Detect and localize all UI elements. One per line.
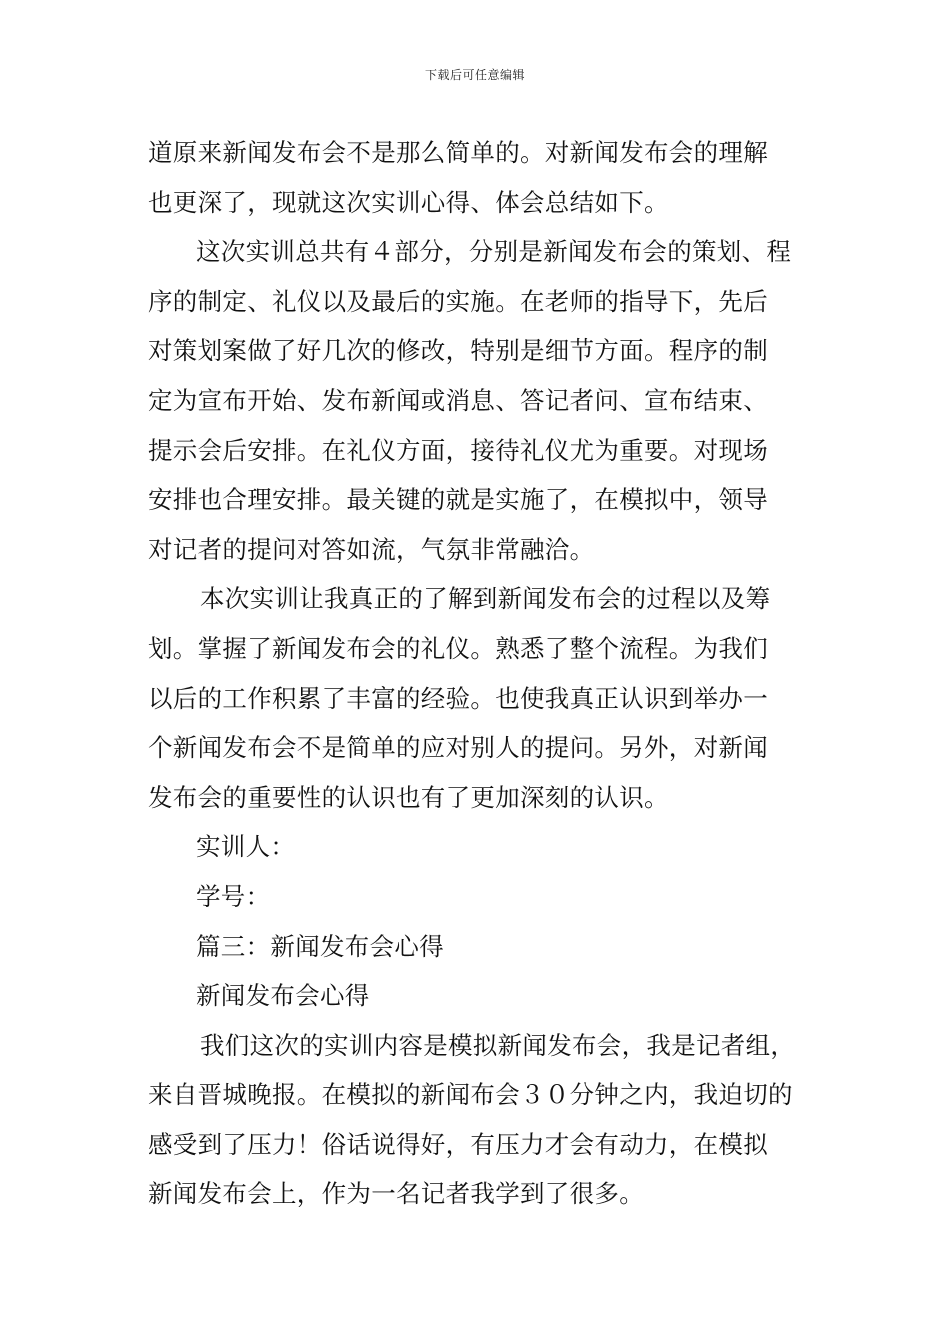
section-title: 新闻发布会心得 — [196, 981, 370, 1011]
text-line: 来自晋城晚报。在模拟的新闻布会３０分钟之内，我迫切的 — [148, 1080, 793, 1110]
paragraph-start-line: 我们这次的实训内容是模拟新闻发布会，我是记者组， — [200, 1030, 796, 1060]
text-line: 对策划案做了好几次的修改，特别是细节方面。程序的制 — [148, 336, 768, 366]
text-line: 对记者的提问对答如流，气氛非常融洽。 — [148, 534, 595, 564]
text-line: 划。掌握了新闻发布会的礼仪。熟悉了整个流程。为我们 — [148, 633, 768, 663]
text-line: 发布会的重要性的认识也有了更加深刻的认识。 — [148, 782, 669, 812]
text-line: 感受到了压力！俗话说得好，有压力才会有动力，在模拟 — [148, 1129, 768, 1159]
text-line: 也更深了，现就这次实训心得、体会总结如下。 — [148, 187, 669, 217]
trainee-label: 实训人： — [196, 832, 296, 862]
document-body — [148, 128, 818, 1219]
paragraph-start-line: 本次实训让我真正的了解到新闻发布会的过程以及筹 — [200, 584, 771, 614]
text-line: 道原来新闻发布会不是那么简单的。对新闻发布会的理解 — [148, 138, 768, 167]
text-line: 定为宣布开始、发布新闻或消息、答记者问、宣布结束、 — [148, 385, 768, 415]
paragraph-start-line: 这次实训总共有４部分，分别是新闻发布会的策划、程 — [196, 237, 792, 267]
text-line: 新闻发布会上，作为一名记者我学到了很多。 — [148, 1179, 644, 1209]
text-line: 提示会后安排。在礼仪方面，接待礼仪尤为重要。对现场 — [148, 435, 768, 465]
text-line: 以后的工作积累了丰富的经验。也使我真正认识到举办一 — [148, 683, 768, 713]
text-line: 序的制定、礼仪以及最后的实施。在老师的指导下，先后 — [148, 286, 768, 316]
section-heading: 篇三：新闻发布会心得 — [196, 931, 444, 961]
page-header-note: 下载后可任意编辑 — [424, 68, 525, 82]
student-id-label: 学号： — [196, 881, 271, 911]
text-line: 安排也合理安排。最关键的就是实施了，在模拟中，领导 — [148, 485, 768, 515]
text-line: 个新闻发布会不是简单的应对别人的提问。另外，对新闻 — [148, 733, 768, 763]
